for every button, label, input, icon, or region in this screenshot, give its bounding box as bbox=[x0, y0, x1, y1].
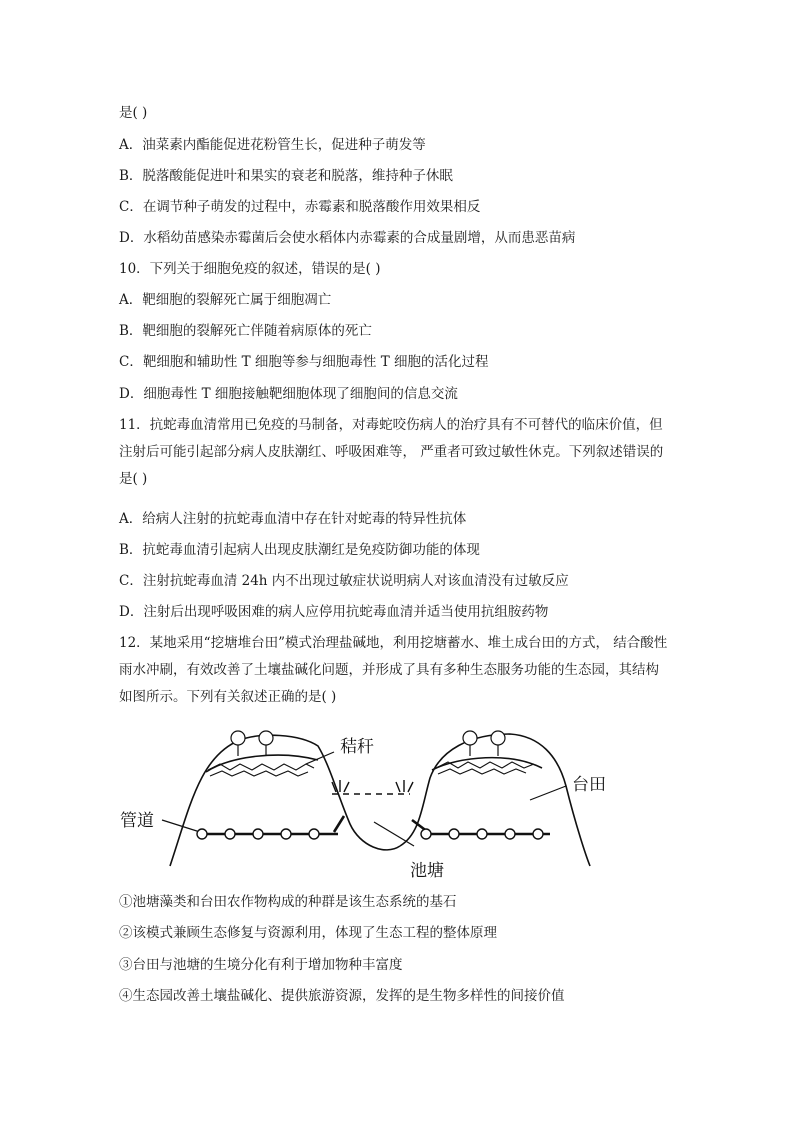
q10-option-b: B．靶细胞的裂解死亡伴随着病原体的死亡 bbox=[119, 323, 372, 339]
pond-label: 池塘 bbox=[410, 861, 444, 881]
q12-stem-line-3: 如图所示。下列有关叙述正确的是( ) bbox=[119, 689, 337, 705]
q9-option-d: D．水稻幼苗感染赤霉菌后会使水稻体内赤霉素的合成量剧增，从而患恶苗病 bbox=[119, 230, 576, 246]
platform-field-label: 台田 bbox=[572, 775, 606, 795]
q10-option-a: A．靶细胞的裂解死亡属于细胞凋亡 bbox=[119, 292, 332, 308]
q10-option-d: D．细胞毒性 T 细胞接触靶细胞体现了细胞间的信息交流 bbox=[119, 386, 458, 402]
q9-stem-tail: 是( ) bbox=[119, 105, 148, 121]
q12-stem-line-2: 雨水冲刷，有效改善了土壤盐碱化问题，并形成了具有多种生态服务功能的生态园，其结构 bbox=[119, 662, 659, 678]
pond-leader-line bbox=[374, 822, 414, 846]
q11-option-b: B．抗蛇毒血清引起病人出现皮肤潮红是免疫防御功能的体现 bbox=[119, 542, 480, 558]
q11-stem-line-3: 是( ) bbox=[119, 471, 148, 487]
q11-option-d: D．注射后出现呼吸困难的病人应停用抗蛇毒血清并适当使用抗组胺药物 bbox=[119, 604, 549, 620]
q10-option-c: C．靶细胞和辅助性 T 细胞等参与细胞毒性 T 细胞的活化过程 bbox=[119, 354, 489, 370]
right-platform-outline bbox=[400, 734, 590, 866]
q12-statement-2: ②该模式兼顾生态修复与资源利用，体现了生态工程的整体原理 bbox=[119, 925, 497, 941]
q12-statement-4: ④生态园改善土壤盐碱化、提供旅游资源，发挥的是生物多样性的间接价值 bbox=[119, 988, 565, 1004]
q11-stem-line-1: 11．抗蛇毒血清常用已免疫的马制备，对毒蛇咬伤病人的治疗具有不可替代的临床价值，但 bbox=[119, 417, 663, 433]
q12-statement-1: ①池塘藻类和台田农作物构成的种群是该生态系统的基石 bbox=[119, 894, 457, 910]
q10-stem: 10．下列关于细胞免疫的叙述，错误的是( ) bbox=[119, 261, 381, 277]
q12-statement-3: ③台田与池塘的生境分化有利于增加物种丰富度 bbox=[119, 957, 403, 973]
q12-stem-line-1: 12．某地采用“挖塘堆台田”模式治理盐碱地，利用挖塘蓄水、堆土成台田的方式， 结合酸性 bbox=[119, 635, 668, 651]
q9-option-b: B．脱落酸能促进叶和果实的衰老和脱落，维持种子休眠 bbox=[119, 168, 453, 184]
q11-stem-line-2: 注射后可能引起部分病人皮肤潮红、呼吸困难等， 严重者可致过敏性休克。下列叙述错误的 bbox=[119, 444, 664, 460]
q11-option-c: C．注射抗蛇毒血清 24h 内不出现过敏症状说明病人对该血清没有过敏反应 bbox=[119, 573, 569, 589]
platform-field-leader-line bbox=[530, 786, 566, 800]
q9-option-a: A．油菜素内酯能促进花粉管生长，促进种子萌发等 bbox=[119, 137, 426, 153]
pipe-label: 管道 bbox=[120, 811, 154, 831]
q11-option-a: A．给病人注射的抗蛇毒血清中存在针对蛇毒的特异性抗体 bbox=[119, 511, 467, 527]
q9-option-c: C．在调节种子萌发的过程中，赤霉素和脱落酸作用效果相反 bbox=[119, 199, 481, 215]
pond-platform-field-diagram bbox=[110, 716, 630, 886]
straw-label: 秸秆 bbox=[340, 737, 374, 757]
